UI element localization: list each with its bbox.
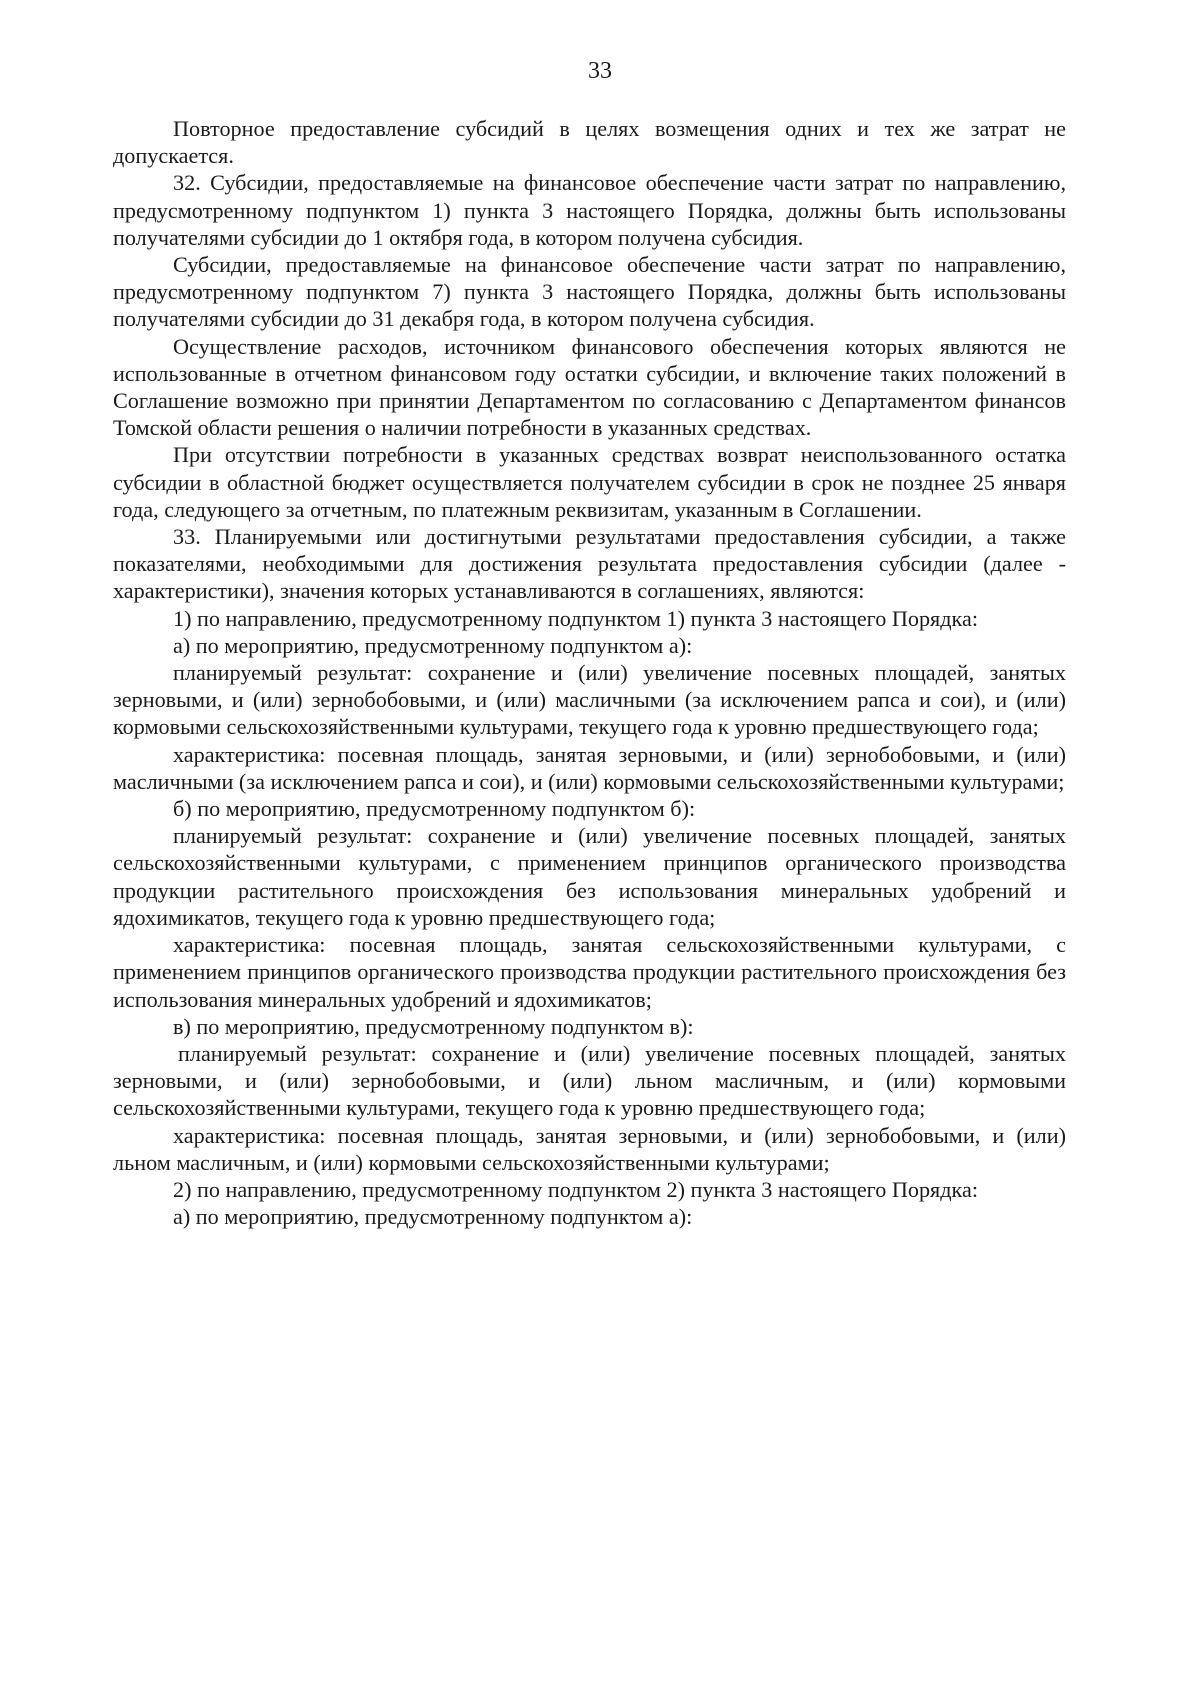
paragraph-characteristic-v: характеристика: посевная площадь, занятая зерновыми, и (или) зернобобовыми, и (или) льном масличным, и (или) кормовыми сельскохозяйственными культурами; xyxy=(113,1122,1066,1175)
paragraph-item-32: 32. Субсидии, предоставляемые на финансовое обеспечение части затрат по направлению, предусмотренному подпунктом 1) пункта 3 настоящего Порядка, должны быть использованы получателями субсидии до 1 октября года, в котором получена субсидия. xyxy=(113,170,1066,250)
paragraph-repeat-subsidy: Повторное предоставление субсидий в целях возмещения одних и тех же затрат не допускается. xyxy=(113,116,1066,169)
paragraph-characteristic-b: характеристика: посевная площадь, занятая сельскохозяйственными культурами, с применением принципов органического производства продукции растительного происхождения без использования минеральных удобрений и ядохимикатов; xyxy=(113,932,1066,1012)
paragraph-direction-1: 1) по направлению, предусмотренному подпунктом 1) пункта 3 настоящего Порядка: xyxy=(173,605,979,631)
paragraph-item-33: 33. Планируемыми или достигнутыми результатами предоставления субсидии, а также показателями, необходимыми для достижения результата предоставления субсидии (далее - характеристики), значения которых устанавливаются в соглашениях, являются: xyxy=(113,524,1066,604)
page-number: 33 xyxy=(588,58,612,84)
paragraph-direction-2: 2) по направлению, предусмотренному подпунктом 2) пункта 3 настоящего Порядка: xyxy=(173,1176,979,1202)
paragraph-unused-balances: Осуществление расходов, источником финансового обеспечения которых являются не использованные в отчетном финансовом году остатки субсидии, и включение таких положений в Соглашение возможно при принятии Департаментом по согласованию с Департаментом финансов Томской области решения о наличии потребности в указанных средствах. xyxy=(113,333,1066,441)
paragraph-measure-v: в) по мероприятию, предусмотренному подпунктом в): xyxy=(173,1013,694,1039)
paragraph-planned-result-v: планируемый результат: сохранение и (или) увеличение посевных площадей, занятых зерновыми, и (или) зернобобовыми, и (или) льном масличным, и (или) кормовыми сельскохозяйственными культурами, текущего года к уровню предшествующего года; xyxy=(113,1040,1066,1121)
paragraph-refund: При отсутствии потребности в указанных средствах возврат неиспользованного остатка субсидии в областной бюджет осуществляется получателем субсидии в срок не позднее 25 января года, следующего за отчетным, по платежным реквизитам, указанным в Соглашении. xyxy=(113,442,1066,522)
paragraph-measure-b: б) по мероприятию, предусмотренному подпунктом б): xyxy=(173,796,696,822)
document-body xyxy=(113,115,1066,1230)
paragraph-measure-a: а) по мероприятию, предусмотренному подпунктом а): xyxy=(173,632,693,658)
paragraph-subsidy-direction-7: Субсидии, предоставляемые на финансовое обеспечение части затрат по направлению, предусмотренному подпунктом 7) пункта 3 настоящего Порядка, должны быть использованы получателями субсидии до 31 декабря года, в котором получена субсидия. xyxy=(113,252,1066,332)
paragraph-direction-2-measure-a: а) по мероприятию, предусмотренному подпунктом а): xyxy=(173,1204,693,1230)
paragraph-planned-result-b: планируемый результат: сохранение и (или) увеличение посевных площадей, занятых сельскохозяйственными культурами, с применением принципов органического производства продукции растительного происхождения без использования минеральных удобрений и ядохимикатов, текущего года к уровню предшествующего года; xyxy=(113,823,1066,930)
paragraph-planned-result-a: планируемый результат: сохранение и (или) увеличение посевных площадей, занятых зерновыми, и (или) зернобобовыми, и (или) масличными (за исключением рапса и сои), и (или) кормовыми сельскохозяйственными культурами, текущего года к уровню предшествующего года; xyxy=(113,660,1066,740)
paragraph-characteristic-a: характеристика: посевная площадь, занятая зерновыми, и (или) зернобобовыми, и (или) масличными (за исключением рапса и сои), и (или) кормовыми сельскохозяйственными культурами; xyxy=(113,741,1066,794)
